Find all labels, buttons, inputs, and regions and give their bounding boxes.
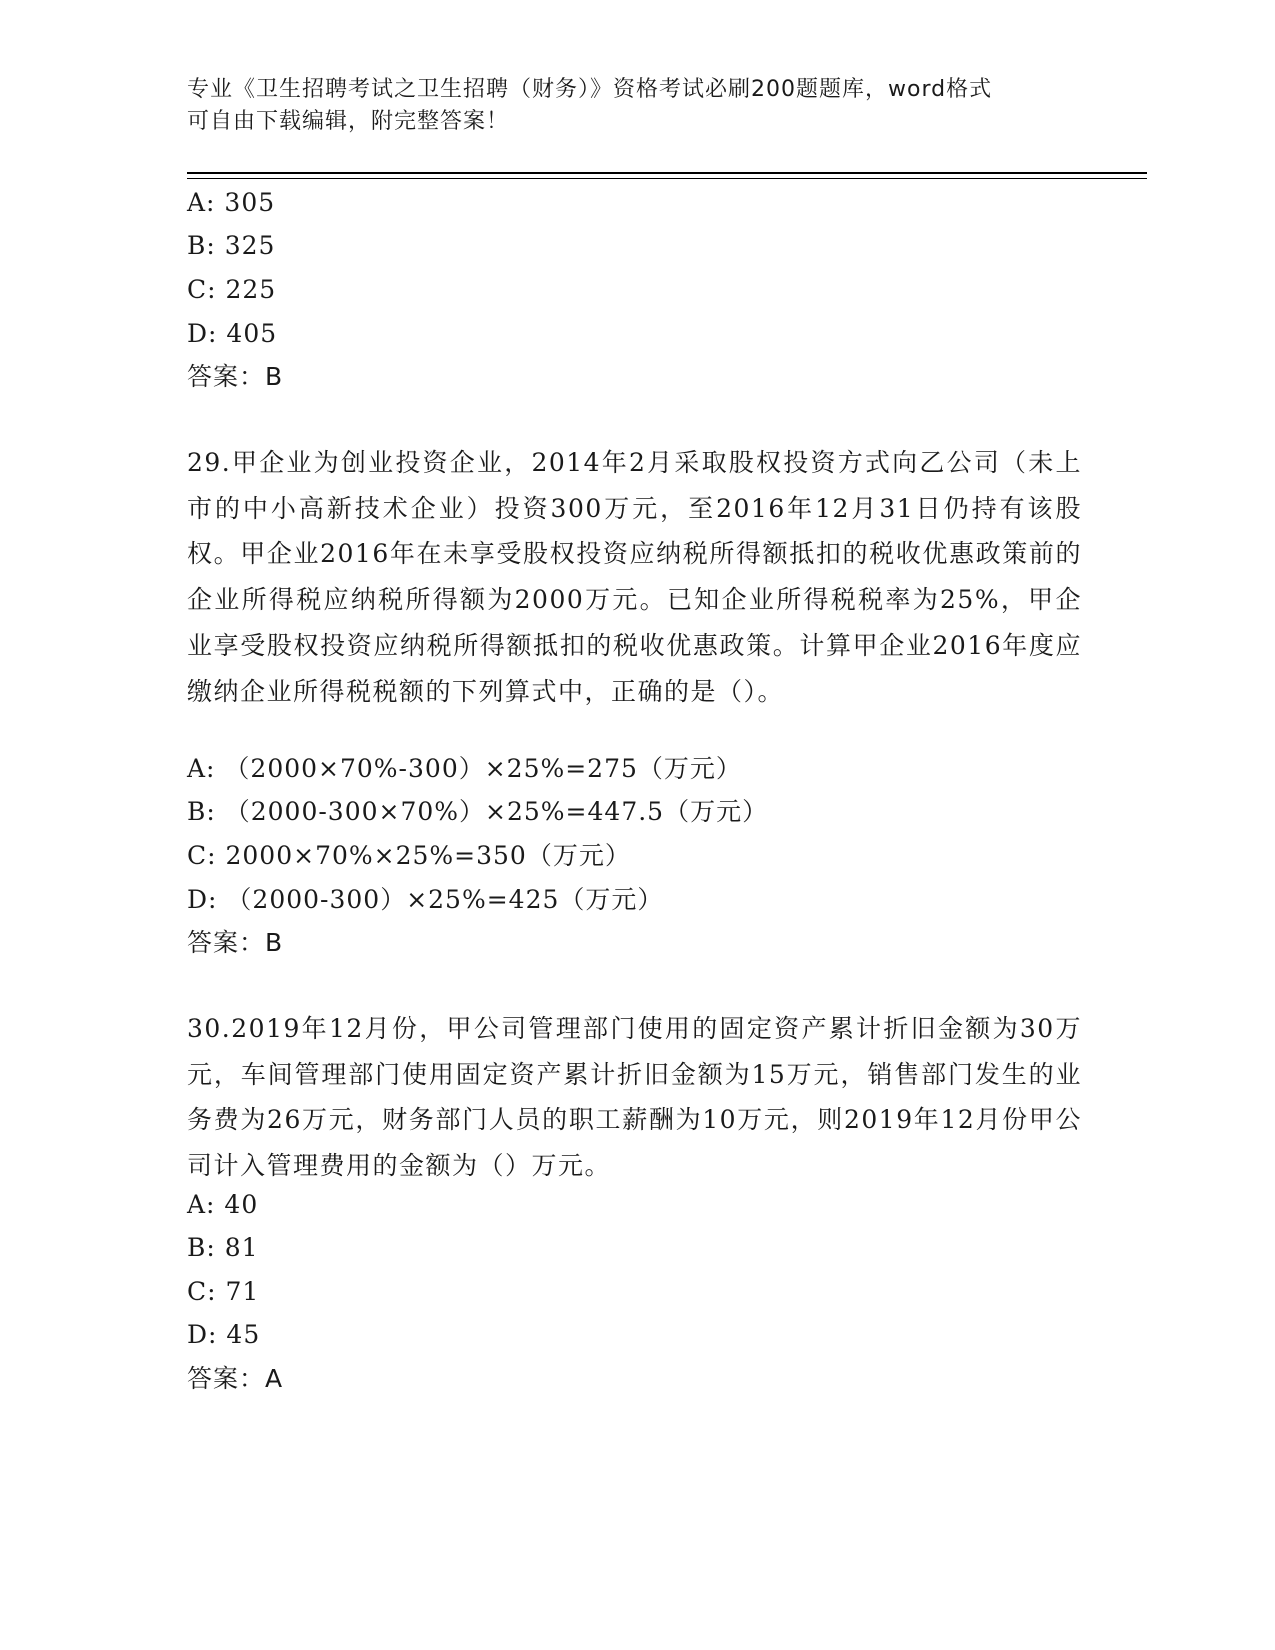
q30-option-a: A: 40 [187, 1190, 259, 1219]
q30-option-d: D: 45 [187, 1320, 261, 1349]
q28-option-c: C: 225 [187, 275, 277, 304]
q28-option-d: D: 405 [187, 319, 278, 348]
q30-option-b: B: 81 [187, 1233, 259, 1262]
q28-option-b: B: 325 [187, 231, 276, 260]
q28-answer: 答案：B [187, 362, 284, 391]
q29-option-a: A: （2000×70%-300）×25%=275（万元） [187, 754, 742, 783]
q29-answer: 答案：B [187, 928, 284, 957]
q29-option-c: C: 2000×70%×25%=350（万元） [187, 841, 631, 870]
q29-option-b: B: （2000-300×70%）×25%=447.5（万元） [187, 797, 769, 826]
document-header: 专业《卫生招聘考试之卫生招聘（财务）》资格考试必刷200题题库，word格式 可自由下载编辑，附完整答案！ [187, 77, 993, 134]
q30-answer: 答案：A [187, 1364, 284, 1393]
header-rule-thick [187, 172, 1147, 174]
q28-option-a: A: 305 [187, 188, 276, 217]
q30-stem: 30.2019年12月份，甲公司管理部门使用的固定资产累计折旧金额为30万元，车间管理部门使用固定资产累计折旧金额为15万元，销售部门发生的业务费为26万元，财务部门人员的职工薪酬为10万元，则2019年12月份甲公司计入管理费用的金额为（）万元。 [187, 1014, 1082, 1181]
q29-stem: 29.甲企业为创业投资企业，2014年2月采取股权投资方式向乙公司（未上市的中小高新技术企业）投资300万元，至2016年12月31日仍持有该股权。甲企业2016年在未享受股权投资应纳税所得额抵扣的税收优惠政策前的企业所得税应纳税所得额为2000万元。已知企业所得税税率为25%，甲企业享受股权投资应纳税所得额抵扣的税收优惠政策。计算甲企业2016年度应缴纳企业所得税税额的下列算式中，正确的是（）。 [187, 448, 1082, 706]
q30-option-c: C: 71 [187, 1277, 260, 1306]
q29-option-d: D: （2000-300）×25%=425（万元） [187, 885, 664, 914]
header-rule-thin [187, 178, 1147, 179]
